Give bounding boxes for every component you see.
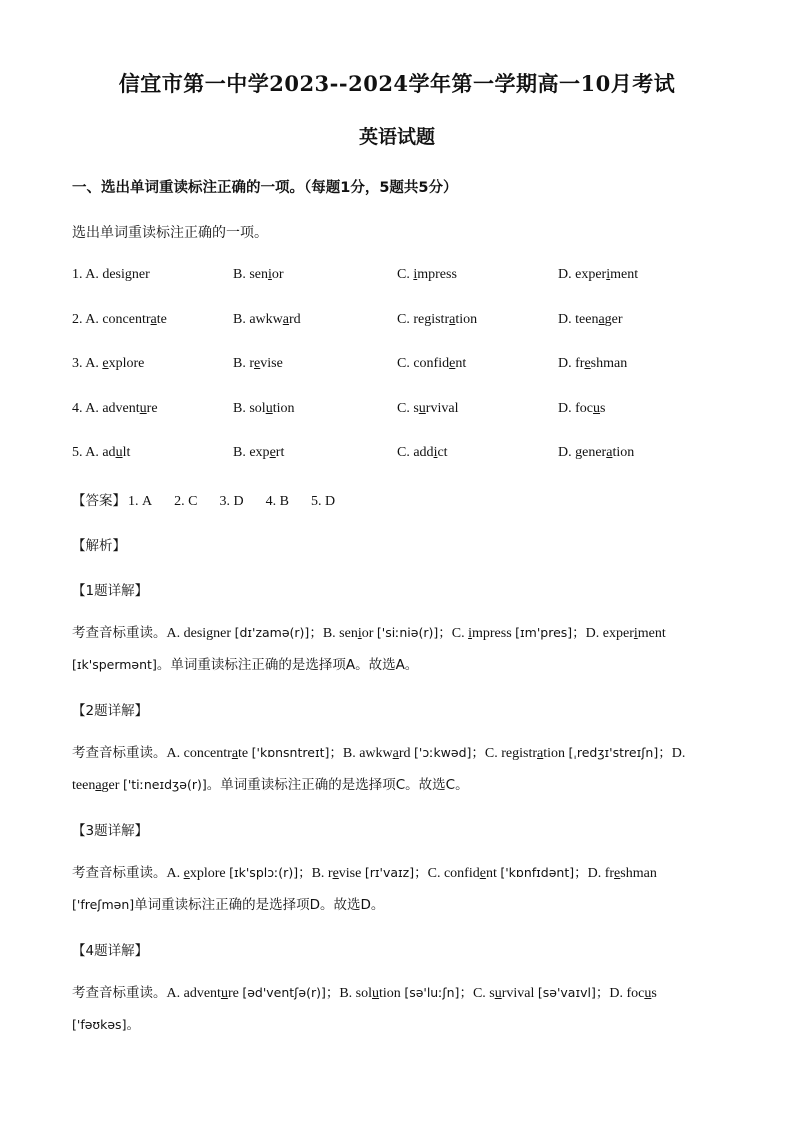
option-c xyxy=(397,401,458,417)
option-b xyxy=(233,401,294,417)
option-b xyxy=(233,356,283,372)
question-row xyxy=(72,445,772,465)
detail-lead: 考查音标重读。 xyxy=(72,865,167,881)
question-row xyxy=(72,312,772,332)
stressed-letter: i xyxy=(413,267,418,282)
phonetic: [ˌredʒɪ'streɪʃn] xyxy=(568,745,659,760)
word-part: shman xyxy=(590,356,628,371)
answer-item: 2. C xyxy=(174,494,198,509)
separator: 。 xyxy=(206,777,221,793)
word-part: A. advent xyxy=(166,986,221,1001)
word-part: s xyxy=(600,401,606,416)
word-part: A. xyxy=(166,866,184,881)
word-part: foc xyxy=(575,401,594,416)
option-prefix: 4. A. xyxy=(72,401,103,416)
separator: ； xyxy=(309,625,323,641)
stressed-letter: a xyxy=(231,746,239,761)
word-part: or xyxy=(361,626,377,641)
answer-label: 【答案】 xyxy=(72,493,126,509)
stressed-letter: g xyxy=(124,267,132,282)
word-part: B. r xyxy=(311,866,333,881)
stressed-letter: a xyxy=(392,746,399,761)
phonetic: [ɪk'spermənt] xyxy=(72,657,157,672)
stressed-letter: a xyxy=(598,312,605,327)
answer-item: 4. B xyxy=(265,494,289,509)
word-part: vise xyxy=(260,356,283,371)
word-part: tion xyxy=(379,986,405,1001)
option-b xyxy=(233,445,284,461)
word-part: ad xyxy=(102,445,116,460)
stressed-letter: e xyxy=(449,356,456,371)
word-part: s xyxy=(651,986,657,1001)
option-prefix: B. xyxy=(233,312,250,327)
separator: ； xyxy=(471,745,485,761)
word-part: B. awkw xyxy=(342,746,393,761)
word-part: rd xyxy=(398,746,415,761)
word-part: vise xyxy=(338,866,365,881)
separator: ； xyxy=(658,745,672,761)
option-d xyxy=(558,401,605,417)
phonetic: [əd'ventʃə(r)] xyxy=(242,985,326,1000)
word-part: xplore xyxy=(108,356,145,371)
word-part: nt xyxy=(485,866,501,881)
option-d xyxy=(558,267,638,283)
word-part: ger xyxy=(604,312,623,327)
detail-lead: 考查音标重读。 xyxy=(72,625,167,641)
stressed-letter: e xyxy=(269,445,276,460)
detail-paragraph xyxy=(72,857,712,921)
word-part: D. exper xyxy=(585,626,634,641)
stressed-letter: a xyxy=(537,746,544,761)
stressed-letter: u xyxy=(220,986,228,1001)
option-a xyxy=(72,312,167,328)
word-part: tion xyxy=(455,312,478,327)
detail-label: 【3题详解】 xyxy=(72,823,149,839)
option-prefix: C. xyxy=(397,356,414,371)
word-part: shman xyxy=(620,866,657,881)
answer-item: 5. D xyxy=(310,494,336,509)
word-part: add xyxy=(413,445,434,460)
stressed-letter: i xyxy=(433,445,438,460)
phonetic: ['siːniə(r)] xyxy=(376,625,439,640)
stressed-letter: e xyxy=(479,866,486,881)
word-part: xplore xyxy=(189,866,230,881)
option-c xyxy=(397,356,466,372)
detail-label: 【1题详解】 xyxy=(72,583,149,599)
option-c xyxy=(397,445,448,461)
word-part: B. sen xyxy=(322,626,358,641)
option-a xyxy=(72,267,150,283)
word-part: exp xyxy=(249,445,270,460)
word-part: desi xyxy=(102,267,125,282)
stressed-letter: g xyxy=(206,626,214,641)
separator: ； xyxy=(414,865,428,881)
word-part: rvival xyxy=(501,986,538,1001)
stressed-letter: e xyxy=(614,866,621,881)
detail-label: 【4题详解】 xyxy=(72,943,149,959)
option-prefix: B. xyxy=(233,445,250,460)
exam-subtitle: 英语试题 xyxy=(358,126,435,148)
word-part: fr xyxy=(575,356,585,371)
word-part: registr xyxy=(413,312,450,327)
stressed-letter: u xyxy=(372,986,380,1001)
option-prefix: C. xyxy=(397,312,414,327)
phonetic: ['tiːneɪdʒə(r)] xyxy=(122,777,207,792)
detail-label: 【2题详解】 xyxy=(72,703,149,719)
phonetic: [ɪk'splɔː(r)] xyxy=(229,865,299,880)
word-part: awkw xyxy=(249,312,283,327)
option-a xyxy=(72,401,158,417)
question-row xyxy=(72,356,772,376)
stressed-letter: i xyxy=(268,267,272,282)
word-part: te xyxy=(156,312,167,327)
word-part: lt xyxy=(122,445,131,460)
separator: ； xyxy=(572,625,586,641)
stressed-letter: a xyxy=(150,312,157,327)
stressed-letter: u xyxy=(494,986,502,1001)
word-part: B. sol xyxy=(339,986,373,1001)
option-prefix: 5. A. xyxy=(72,445,103,460)
answer-item: 1. A xyxy=(128,494,153,509)
stressed-letter: u xyxy=(265,401,273,416)
phonetic: ['ɔːkwəd] xyxy=(414,745,472,760)
stressed-letter: u xyxy=(139,401,147,416)
stressed-letter: e xyxy=(254,356,261,371)
word-part: A. desi xyxy=(166,626,207,641)
word-part: D. teen xyxy=(72,746,686,793)
word-part: rd xyxy=(289,312,301,327)
question-row xyxy=(72,401,772,421)
detail-lead: 考查音标重读。 xyxy=(72,985,167,1001)
stressed-letter: e xyxy=(183,866,190,881)
separator: ； xyxy=(329,745,343,761)
stressed-letter: i xyxy=(357,626,362,641)
option-c xyxy=(397,312,477,328)
stressed-letter: i xyxy=(606,267,611,282)
word-part: tion xyxy=(612,445,635,460)
word-part: mpress xyxy=(471,626,516,641)
answer-line xyxy=(72,489,335,510)
word-part: C. s xyxy=(472,986,495,1001)
detail-conclusion: 单词重读标注正确的是选择项C。故选C。 xyxy=(220,777,469,793)
option-a xyxy=(72,445,130,461)
word-part: sol xyxy=(249,401,266,416)
option-prefix: D. xyxy=(558,267,576,282)
separator: ； xyxy=(325,985,340,1001)
stressed-letter: u xyxy=(115,445,123,460)
separator: ； xyxy=(595,985,610,1001)
detail-lead: 考查音标重读。 xyxy=(72,745,167,761)
word-part: tion xyxy=(543,746,569,761)
option-prefix: D. xyxy=(558,312,576,327)
stressed-letter: a xyxy=(449,312,456,327)
word-part: C. registr xyxy=(484,746,538,761)
word-part: gener xyxy=(575,445,607,460)
word-part: A. concentr xyxy=(166,746,232,761)
separator: ； xyxy=(298,865,312,881)
word-part: tion xyxy=(272,401,295,416)
option-d xyxy=(558,312,623,328)
option-prefix: C. xyxy=(397,267,414,282)
option-prefix: D. xyxy=(558,401,576,416)
option-prefix: B. xyxy=(233,267,250,282)
detail-conclusion: 单词重读标注正确的是选择项D。故选D。 xyxy=(134,897,385,913)
word-part: or xyxy=(271,267,284,282)
word-part: advent xyxy=(102,401,140,416)
phonetic: [sə'vaɪvl] xyxy=(537,985,596,1000)
stressed-letter: a xyxy=(606,445,613,460)
word-part: C. xyxy=(451,626,469,641)
stressed-letter: e xyxy=(332,866,339,881)
word-part: ment xyxy=(610,267,639,282)
separator: 。 xyxy=(156,657,171,673)
answer-item: 3. D xyxy=(219,494,244,509)
separator: ； xyxy=(438,625,452,641)
word-part: D. fr xyxy=(587,866,615,881)
separator: ； xyxy=(574,865,588,881)
analysis-label: 【解析】 xyxy=(72,538,126,554)
phonetic: ['kɒnsntreɪt] xyxy=(251,745,330,760)
option-prefix: B. xyxy=(233,356,250,371)
option-b xyxy=(233,267,284,283)
detail-paragraph xyxy=(72,737,712,801)
option-prefix: D. xyxy=(558,356,576,371)
detail-paragraph xyxy=(72,977,712,1041)
separator: 。 xyxy=(126,1017,140,1033)
word-part: ment xyxy=(637,626,666,641)
option-prefix: D. xyxy=(558,445,576,460)
detail-paragraph xyxy=(72,617,712,681)
phonetic: [dɪ'zamə(r)] xyxy=(234,625,310,640)
word-part: nt xyxy=(455,356,467,371)
phonetic: [ɪm'pres] xyxy=(515,625,573,640)
stressed-letter: e xyxy=(584,356,591,371)
option-prefix: B. xyxy=(233,401,250,416)
word-part: mpress xyxy=(417,267,457,282)
phonetic: ['freʃmən] xyxy=(72,897,135,912)
detail-conclusion: 单词重读标注正确的是选择项A。故选A。 xyxy=(170,657,419,673)
stressed-letter: a xyxy=(282,312,289,327)
option-d xyxy=(558,356,627,372)
word-part: sen xyxy=(249,267,269,282)
stressed-letter: i xyxy=(633,626,638,641)
word-part: re xyxy=(227,986,243,1001)
word-part: s xyxy=(413,401,419,416)
word-part: te xyxy=(238,746,252,761)
word-part: ner xyxy=(213,626,235,641)
word-part: confid xyxy=(413,356,450,371)
phonetic: [rɪ'vaɪz] xyxy=(364,865,415,880)
word-part: ct xyxy=(437,445,448,460)
section-heading: 一、选出单词重读标注正确的一项。（每题1分，5题共5分） xyxy=(72,180,458,196)
phonetic: ['fəʊkəs] xyxy=(72,1017,127,1032)
option-prefix: C. xyxy=(397,401,414,416)
word-part: teen xyxy=(575,312,599,327)
phonetic: ['kɒnfɪdənt] xyxy=(500,865,575,880)
option-prefix: 1. A. xyxy=(72,267,103,282)
word-part: rvival xyxy=(425,401,459,416)
question-row xyxy=(72,267,772,287)
word-part: ger xyxy=(101,778,123,793)
stressed-letter: i xyxy=(468,626,472,641)
stressed-letter: e xyxy=(102,356,109,371)
word-part: exper xyxy=(575,267,607,282)
option-prefix: C. xyxy=(397,445,414,460)
separator: ； xyxy=(459,985,473,1001)
word-part: ner xyxy=(131,267,150,282)
word-part: C. confid xyxy=(427,866,480,881)
section-instruction: 选出单词重读标注正确的一项。 xyxy=(72,225,268,241)
option-prefix: 3. A. xyxy=(72,356,103,371)
option-prefix: 2. A. xyxy=(72,312,103,327)
exam-title: 信宜市第一中学2023--2024学年第一学期高一10月考试 xyxy=(118,71,676,96)
word-part: re xyxy=(146,401,158,416)
option-a xyxy=(72,356,144,372)
stressed-letter: u xyxy=(418,401,426,416)
option-c xyxy=(397,267,457,283)
phonetic: [sə'luːʃn] xyxy=(404,985,460,1000)
word-part: rt xyxy=(275,445,285,460)
option-b xyxy=(233,312,301,328)
stressed-letter: u xyxy=(593,401,601,416)
word-part: D. foc xyxy=(609,986,645,1001)
stressed-letter: u xyxy=(644,986,652,1001)
word-part: r xyxy=(249,356,255,371)
word-part: concentr xyxy=(102,312,151,327)
option-d xyxy=(558,445,634,461)
stressed-letter: a xyxy=(95,778,102,793)
